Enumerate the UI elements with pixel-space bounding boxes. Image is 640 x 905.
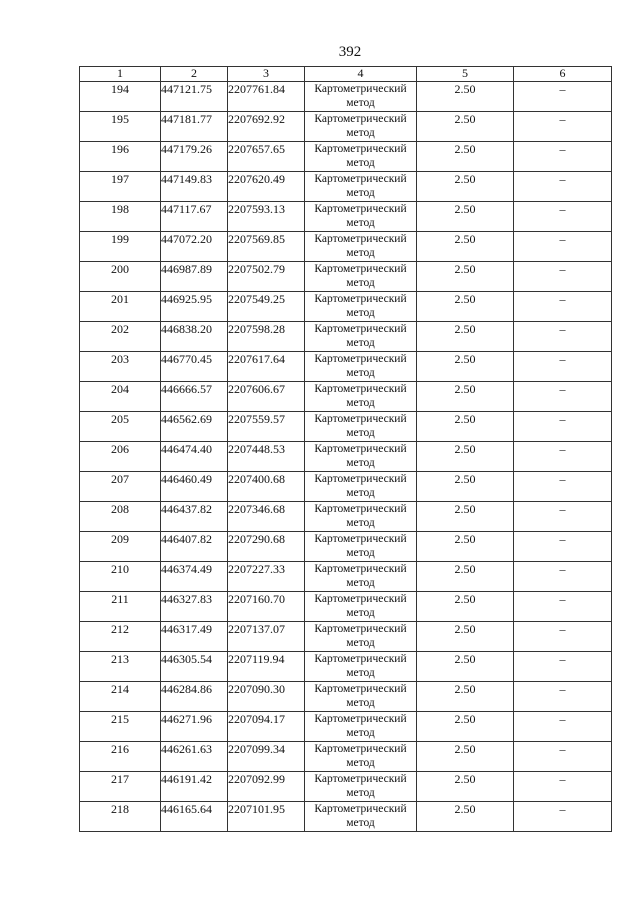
method-line-1: Картометрический: [314, 113, 407, 125]
method-line-2: метод: [346, 637, 375, 649]
y-coordinate-cell: 2207620.49: [228, 172, 305, 202]
table-row: [80, 292, 612, 322]
accuracy-cell: 2.50: [417, 532, 514, 562]
x-coordinate-cell: 446261.63: [161, 742, 228, 772]
x-coordinate-cell: 446374.49: [161, 562, 228, 592]
table-row: [80, 802, 612, 832]
y-coordinate-cell: 2207160.70: [228, 592, 305, 622]
note-cell: –: [514, 442, 612, 472]
note-cell: –: [514, 742, 612, 772]
x-coordinate-cell: 446191.42: [161, 772, 228, 802]
x-coordinate-cell: 447072.20: [161, 232, 228, 262]
note-cell: –: [514, 382, 612, 412]
note-cell: –: [514, 532, 612, 562]
method-cell: [305, 292, 417, 322]
table-row: [80, 232, 612, 262]
method-line-2: метод: [346, 247, 375, 259]
point-number-cell: 204: [80, 382, 161, 412]
method-cell: [305, 472, 417, 502]
table-row: [80, 262, 612, 292]
point-number-cell: 202: [80, 322, 161, 352]
point-number-cell: 206: [80, 442, 161, 472]
y-coordinate-cell: 2207094.17: [228, 712, 305, 742]
method-cell: [305, 622, 417, 652]
table-row: [80, 652, 612, 682]
accuracy-cell: 2.50: [417, 292, 514, 322]
note-cell: –: [514, 352, 612, 382]
y-coordinate-cell: 2207227.33: [228, 562, 305, 592]
y-coordinate-cell: 2207346.68: [228, 502, 305, 532]
table-row: [80, 82, 612, 112]
y-coordinate-cell: 2207692.92: [228, 112, 305, 142]
y-coordinate-cell: 2207137.07: [228, 622, 305, 652]
method-line-2: метод: [346, 217, 375, 229]
x-coordinate-cell: 446925.95: [161, 292, 228, 322]
note-cell: –: [514, 202, 612, 232]
method-line-1: Картометрический: [314, 353, 407, 365]
accuracy-cell: 2.50: [417, 502, 514, 532]
point-number-cell: 211: [80, 592, 161, 622]
table-row: [80, 322, 612, 352]
method-line-1: Картометрический: [314, 413, 407, 425]
method-line-2: метод: [346, 457, 375, 469]
table-row: [80, 112, 612, 142]
method-cell: [305, 592, 417, 622]
method-line-1: Картометрический: [314, 653, 407, 665]
x-coordinate-cell: 446460.49: [161, 472, 228, 502]
table-row: [80, 712, 612, 742]
note-cell: –: [514, 412, 612, 442]
accuracy-cell: 2.50: [417, 262, 514, 292]
method-line-2: метод: [346, 727, 375, 739]
note-cell: –: [514, 172, 612, 202]
method-line-1: Картометрический: [314, 83, 407, 95]
accuracy-cell: 2.50: [417, 382, 514, 412]
point-number-cell: 194: [80, 82, 161, 112]
accuracy-cell: 2.50: [417, 142, 514, 172]
method-line-1: Картометрический: [314, 383, 407, 395]
note-cell: –: [514, 262, 612, 292]
accuracy-cell: 2.50: [417, 562, 514, 592]
method-cell: [305, 262, 417, 292]
method-line-2: метод: [346, 547, 375, 559]
y-coordinate-cell: 2207761.84: [228, 82, 305, 112]
column-header: 1: [80, 67, 161, 82]
method-line-2: метод: [346, 97, 375, 109]
note-cell: –: [514, 472, 612, 502]
point-number-cell: 201: [80, 292, 161, 322]
note-cell: –: [514, 142, 612, 172]
accuracy-cell: 2.50: [417, 82, 514, 112]
y-coordinate-cell: 2207606.67: [228, 382, 305, 412]
method-line-2: метод: [346, 697, 375, 709]
x-coordinate-cell: 446327.83: [161, 592, 228, 622]
accuracy-cell: 2.50: [417, 352, 514, 382]
point-number-cell: 215: [80, 712, 161, 742]
table-body: [80, 82, 612, 832]
point-number-cell: 195: [80, 112, 161, 142]
method-line-1: Картометрический: [314, 203, 407, 215]
y-coordinate-cell: 2207448.53: [228, 442, 305, 472]
x-coordinate-cell: 446271.96: [161, 712, 228, 742]
note-cell: –: [514, 682, 612, 712]
point-number-cell: 218: [80, 802, 161, 832]
method-cell: [305, 802, 417, 832]
method-line-1: Картометрический: [314, 743, 407, 755]
y-coordinate-cell: 2207101.95: [228, 802, 305, 832]
method-cell: [305, 502, 417, 532]
table-row: [80, 202, 612, 232]
note-cell: –: [514, 592, 612, 622]
method-line-2: метод: [346, 787, 375, 799]
x-coordinate-cell: 446666.57: [161, 382, 228, 412]
table-row: [80, 142, 612, 172]
accuracy-cell: 2.50: [417, 592, 514, 622]
note-cell: –: [514, 502, 612, 532]
table-row: [80, 532, 612, 562]
method-cell: [305, 232, 417, 262]
accuracy-cell: 2.50: [417, 202, 514, 232]
table-row: [80, 742, 612, 772]
y-coordinate-cell: 2207400.68: [228, 472, 305, 502]
method-line-2: метод: [346, 607, 375, 619]
x-coordinate-cell: 446165.64: [161, 802, 228, 832]
point-number-cell: 203: [80, 352, 161, 382]
method-cell: [305, 82, 417, 112]
method-cell: [305, 112, 417, 142]
method-line-1: Картометрический: [314, 683, 407, 695]
x-coordinate-cell: 447117.67: [161, 202, 228, 232]
accuracy-cell: 2.50: [417, 412, 514, 442]
method-cell: [305, 202, 417, 232]
table-row: [80, 352, 612, 382]
accuracy-cell: 2.50: [417, 112, 514, 142]
point-number-cell: 210: [80, 562, 161, 592]
note-cell: –: [514, 562, 612, 592]
x-coordinate-cell: 447179.26: [161, 142, 228, 172]
method-line-2: метод: [346, 577, 375, 589]
method-line-1: Картометрический: [314, 473, 407, 485]
method-line-1: Картометрический: [314, 323, 407, 335]
method-cell: [305, 712, 417, 742]
point-number-cell: 200: [80, 262, 161, 292]
method-line-1: Картометрический: [314, 593, 407, 605]
x-coordinate-cell: 447121.75: [161, 82, 228, 112]
y-coordinate-cell: 2207559.57: [228, 412, 305, 442]
method-cell: [305, 352, 417, 382]
method-line-1: Картометрический: [314, 803, 407, 815]
method-line-1: Картометрический: [314, 233, 407, 245]
method-cell: [305, 742, 417, 772]
x-coordinate-cell: 446437.82: [161, 502, 228, 532]
accuracy-cell: 2.50: [417, 322, 514, 352]
point-number-cell: 196: [80, 142, 161, 172]
table-row: [80, 592, 612, 622]
x-coordinate-cell: 446305.54: [161, 652, 228, 682]
method-line-2: метод: [346, 277, 375, 289]
y-coordinate-cell: 2207099.34: [228, 742, 305, 772]
table-row: [80, 682, 612, 712]
method-line-1: Картометрический: [314, 623, 407, 635]
accuracy-cell: 2.50: [417, 652, 514, 682]
x-coordinate-cell: 446562.69: [161, 412, 228, 442]
y-coordinate-cell: 2207119.94: [228, 652, 305, 682]
table-header-row: [80, 67, 612, 82]
method-line-1: Картометрический: [314, 563, 407, 575]
note-cell: –: [514, 82, 612, 112]
method-line-2: метод: [346, 427, 375, 439]
x-coordinate-cell: 447181.77: [161, 112, 228, 142]
note-cell: –: [514, 232, 612, 262]
method-line-1: Картометрический: [314, 443, 407, 455]
method-line-2: метод: [346, 487, 375, 499]
method-line-1: Картометрический: [314, 143, 407, 155]
table-row: [80, 772, 612, 802]
note-cell: –: [514, 112, 612, 142]
method-line-1: Картометрический: [314, 773, 407, 785]
table-row: [80, 502, 612, 532]
method-line-2: метод: [346, 157, 375, 169]
point-number-cell: 207: [80, 472, 161, 502]
table-row: [80, 412, 612, 442]
method-line-2: метод: [346, 817, 375, 829]
y-coordinate-cell: 2207092.99: [228, 772, 305, 802]
point-number-cell: 214: [80, 682, 161, 712]
method-cell: [305, 772, 417, 802]
table-row: [80, 622, 612, 652]
accuracy-cell: 2.50: [417, 772, 514, 802]
accuracy-cell: 2.50: [417, 712, 514, 742]
method-line-2: метод: [346, 127, 375, 139]
point-number-cell: 199: [80, 232, 161, 262]
table-row: [80, 442, 612, 472]
point-number-cell: 209: [80, 532, 161, 562]
column-header: 2: [161, 67, 228, 82]
note-cell: –: [514, 712, 612, 742]
method-line-1: Картометрический: [314, 533, 407, 545]
point-number-cell: 197: [80, 172, 161, 202]
column-header: 6: [514, 67, 612, 82]
note-cell: –: [514, 802, 612, 832]
accuracy-cell: 2.50: [417, 682, 514, 712]
accuracy-cell: 2.50: [417, 232, 514, 262]
method-cell: [305, 532, 417, 562]
y-coordinate-cell: 2207617.64: [228, 352, 305, 382]
point-number-cell: 208: [80, 502, 161, 532]
x-coordinate-cell: 446407.82: [161, 532, 228, 562]
y-coordinate-cell: 2207502.79: [228, 262, 305, 292]
method-line-2: метод: [346, 667, 375, 679]
column-header: 3: [228, 67, 305, 82]
point-number-cell: 217: [80, 772, 161, 802]
method-cell: [305, 442, 417, 472]
method-cell: [305, 172, 417, 202]
method-line-2: метод: [346, 187, 375, 199]
column-header: 4: [305, 67, 417, 82]
table-row: [80, 172, 612, 202]
column-header: 5: [417, 67, 514, 82]
note-cell: –: [514, 772, 612, 802]
table-row: [80, 562, 612, 592]
method-line-2: метод: [346, 397, 375, 409]
point-number-cell: 213: [80, 652, 161, 682]
x-coordinate-cell: 446987.89: [161, 262, 228, 292]
x-coordinate-cell: 446838.20: [161, 322, 228, 352]
y-coordinate-cell: 2207657.65: [228, 142, 305, 172]
method-line-2: метод: [346, 517, 375, 529]
method-line-1: Картометрический: [314, 263, 407, 275]
y-coordinate-cell: 2207549.25: [228, 292, 305, 322]
note-cell: –: [514, 292, 612, 322]
coordinates-table: [79, 66, 612, 832]
method-line-2: метод: [346, 757, 375, 769]
method-cell: [305, 652, 417, 682]
method-cell: [305, 562, 417, 592]
y-coordinate-cell: 2207593.13: [228, 202, 305, 232]
x-coordinate-cell: 446284.86: [161, 682, 228, 712]
accuracy-cell: 2.50: [417, 622, 514, 652]
point-number-cell: 212: [80, 622, 161, 652]
y-coordinate-cell: 2207290.68: [228, 532, 305, 562]
x-coordinate-cell: 446317.49: [161, 622, 228, 652]
accuracy-cell: 2.50: [417, 442, 514, 472]
accuracy-cell: 2.50: [417, 802, 514, 832]
point-number-cell: 205: [80, 412, 161, 442]
note-cell: –: [514, 622, 612, 652]
method-line-1: Картометрический: [314, 713, 407, 725]
table-row: [80, 382, 612, 412]
method-line-2: метод: [346, 337, 375, 349]
table-row: [80, 472, 612, 502]
method-cell: [305, 682, 417, 712]
accuracy-cell: 2.50: [417, 172, 514, 202]
x-coordinate-cell: 447149.83: [161, 172, 228, 202]
method-cell: [305, 412, 417, 442]
accuracy-cell: 2.50: [417, 742, 514, 772]
note-cell: –: [514, 322, 612, 352]
method-line-1: Картометрический: [314, 503, 407, 515]
x-coordinate-cell: 446770.45: [161, 352, 228, 382]
method-cell: [305, 322, 417, 352]
y-coordinate-cell: 2207598.28: [228, 322, 305, 352]
x-coordinate-cell: 446474.40: [161, 442, 228, 472]
accuracy-cell: 2.50: [417, 472, 514, 502]
method-line-2: метод: [346, 307, 375, 319]
method-cell: [305, 142, 417, 172]
method-line-2: метод: [346, 367, 375, 379]
y-coordinate-cell: 2207090.30: [228, 682, 305, 712]
note-cell: –: [514, 652, 612, 682]
y-coordinate-cell: 2207569.85: [228, 232, 305, 262]
page-number: 392: [338, 44, 362, 60]
point-number-cell: 216: [80, 742, 161, 772]
method-cell: [305, 382, 417, 412]
method-line-1: Картометрический: [314, 173, 407, 185]
point-number-cell: 198: [80, 202, 161, 232]
method-line-1: Картометрический: [314, 293, 407, 305]
